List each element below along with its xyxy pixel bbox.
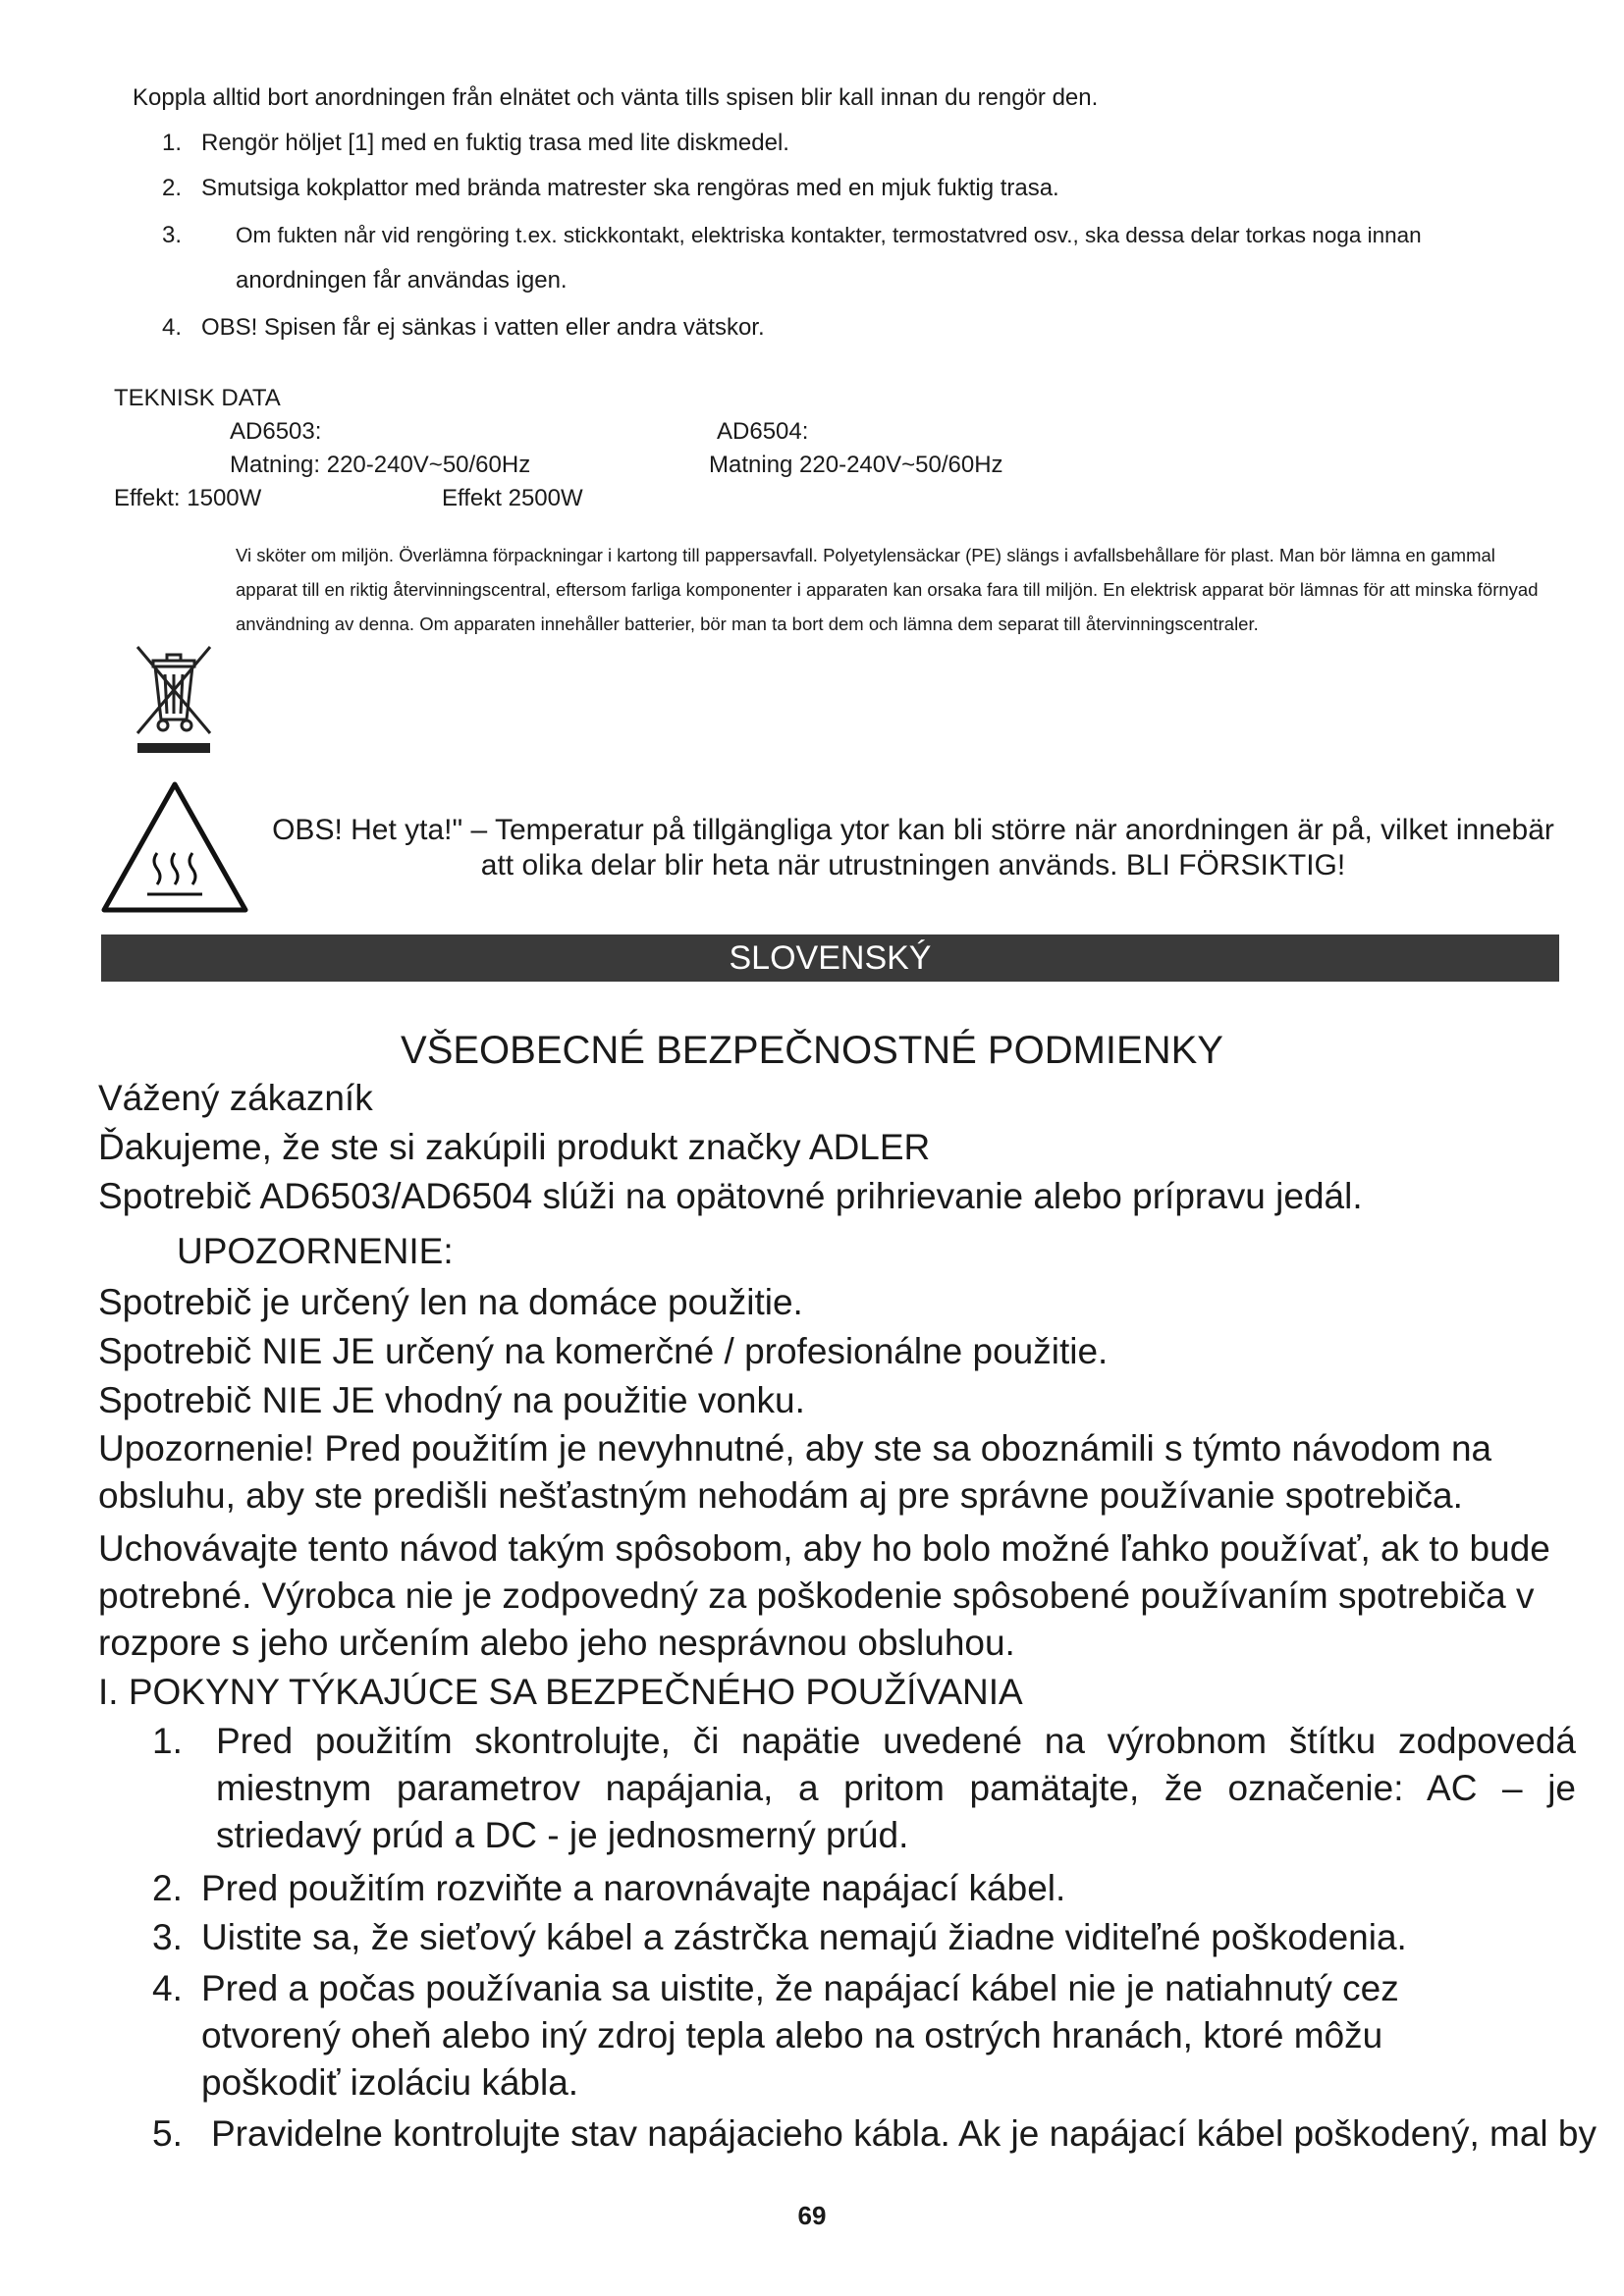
- tech-power-2: Effekt 2500W: [442, 485, 583, 511]
- tech-model-1: AD6503:: [230, 418, 322, 445]
- tech-supply-1: Matning: 220-240V~50/60Hz: [230, 452, 531, 478]
- purpose-line: Spotrebič AD6503/AD6504 slúži na opätovné prihrievanie alebo prípravu jedál.: [98, 1176, 1363, 1216]
- notice-line: Spotrebič je určený len na domáce použitie.: [98, 1282, 803, 1322]
- cleaning-item: 1. Rengör höljet [1] med en fuktig trasa med lite diskmedel.: [162, 130, 789, 156]
- tech-title: TEKNISK DATA: [114, 385, 281, 411]
- tech-supply-2: Matning 220-240V~50/60Hz: [709, 452, 1003, 478]
- hot-surface-warning-text: OBS! Het yta!" – Temperatur på tillgängliga ytor kan bli större när anordningen är på, vilket innebär att olika delar blir heta när utrustningen används. BLI FÖRSIKTIG!: [272, 814, 1554, 881]
- page-heading: VŠEOBECNÉ BEZPEČNOSTNÉ PODMIENKY: [401, 1029, 1223, 1072]
- language-section-bar: SLOVENSKÝ: [101, 934, 1559, 982]
- storage-paragraph: Uchovávajte tento návod takým spôsobom, aby ho bolo možné ľahko používať, ak to bude potrebné. Výrobca nie je zodpovedný za poškodenie spôsobené používaním spotrebiča v rozpore s jeho určením alebo jeho nesprávnou obsluhou.: [98, 1528, 1550, 1663]
- notice-line: Spotrebič NIE JE určený na komerčné / profesionálne použitie.: [98, 1331, 1109, 1371]
- tech-model-2: AD6504:: [717, 418, 809, 445]
- section-title: I. POKYNY TÝKAJÚCE SA BEZPEČNÉHO POUŽÍVANIA: [98, 1672, 1023, 1712]
- crossed-bin-icon: [130, 643, 218, 756]
- notice-line: Spotrebič NIE JE vhodný na použitie vonku.: [98, 1380, 805, 1420]
- cleaning-item-continued: anordningen får användas igen.: [236, 267, 568, 294]
- warning-paragraph: Upozornenie! Pred použitím je nevyhnutné, aby ste sa oboznámili s týmto návodom na obsluhu, aby ste predišli nešťastným nehodám aj pre správne používanie spotrebiča.: [98, 1428, 1492, 1516]
- cleaning-item: 4. OBS! Spisen får ej sänkas i vatten eller andra vätskor.: [162, 314, 765, 341]
- recycling-notice: Vi sköter om miljön. Överlämna förpackningar i kartong till pappersavfall. Polyetylensäckar (PE) slängs i avfallsbehållare för plast. Man bör lämna en gammal apparat till en riktig återvinningscentral, eftersom farliga komponenter i apparaten kan orsaka fara till miljön. En elektrisk apparat bör lämnas för att minska förnyad användning av denna. Om apparaten innehåller batterier, bör man ta bort dem och lämna dem separat till återvinningscentraler.: [236, 545, 1539, 634]
- cleaning-item: 3. Om fukten når vid rengöring t.ex. stickkontakt, elektriska kontakter, termostatvred osv., ska dessa delar torkas noga innan: [162, 222, 1422, 248]
- greeting: Vážený zákazník: [98, 1078, 373, 1118]
- notice-title: UPOZORNENIE:: [177, 1231, 454, 1271]
- hot-surface-warning-icon: [100, 780, 249, 914]
- tech-power-1: Effekt: 1500W: [114, 485, 262, 511]
- thanks-line: Ďakujeme, že ste si zakúpili produkt značky ADLER: [98, 1127, 931, 1167]
- intro-text: Koppla alltid bort anordningen från elnätet och vänta tills spisen blir kall innan du rengör den.: [133, 84, 1099, 111]
- page-number: 69: [797, 2201, 827, 2230]
- cleaning-item: 2. Smutsiga kokplattor med brända matrester ska rengöras med en mjuk fuktig trasa.: [162, 175, 1059, 201]
